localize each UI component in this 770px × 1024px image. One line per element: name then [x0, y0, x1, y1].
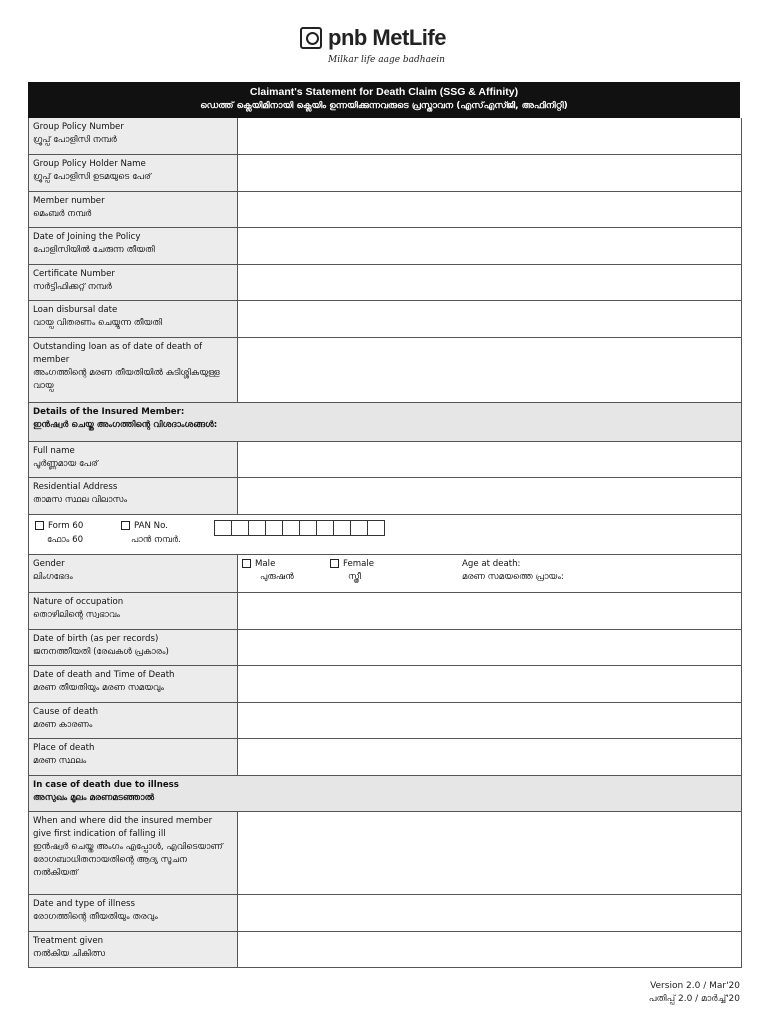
- form60-option[interactable]: Form 60 ഫോം 60: [35, 519, 121, 547]
- field-label: Member number മെംബർ നമ്പർ: [29, 192, 238, 227]
- brand-name: pnb MetLife: [328, 25, 446, 50]
- field-member-number: [29, 192, 741, 228]
- loan-disbursal-date-input[interactable]: [238, 301, 741, 337]
- field-outstanding-loan: [29, 338, 741, 403]
- pan-number-boxes[interactable]: [215, 520, 385, 536]
- version-en: Version 2.0 / Mar'20: [650, 981, 740, 991]
- pan-digit-box[interactable]: [350, 520, 368, 536]
- section-illness: In case of death due to illness അസുഖം മൂലം മരണമടഞ്ഞാൽ: [29, 776, 741, 812]
- field-label: Group Policy Holder Name ഗ്രൂപ്പ് പോളിസി ഉടമയുടെ പേര്: [29, 155, 238, 191]
- group-policy-holder-input[interactable]: [238, 155, 741, 191]
- field-loan-disbursal-date: [29, 301, 741, 338]
- pan-digit-box[interactable]: [316, 520, 334, 536]
- treatment-given-input[interactable]: [238, 932, 741, 967]
- brand-tagline: Milkar life aage badhaein: [328, 55, 445, 65]
- pan-digit-box[interactable]: [333, 520, 351, 536]
- field-date-of-birth: [29, 630, 741, 666]
- first-indication-input[interactable]: [238, 812, 741, 894]
- field-label: Date of Joining the Policy പോളിസിയിൽ ചേരുന്ന തീയതി: [29, 228, 238, 264]
- gender-female-option[interactable]: Female സ്ത്രീ: [330, 558, 418, 589]
- pan-option[interactable]: PAN No. പാൻ നമ്പർ.: [121, 519, 205, 547]
- field-label: Group Policy Number ഗ്രൂപ്പ് പോളിസി നമ്പർ: [29, 118, 238, 154]
- field-label: Outstanding loan as of date of death of member അംഗത്തിന്റെ മരണ തീയതിയിൽ കുടിശ്ശികയുള്ള വായ്പ: [29, 338, 238, 402]
- field-label: Date of death and Time of Death മരണ തീയതിയും മരണ സമയവും: [29, 666, 238, 702]
- field-label: Certificate Number സർട്ടിഫിക്കറ്റ് നമ്പർ: [29, 265, 238, 300]
- section-insured-member: Details of the Insured Member: ഇൻഷ്വർ ചെയ്ത അംഗത്തിന്റെ വിശദാംശങ്ങൾ:: [29, 403, 741, 442]
- gender-male-option[interactable]: Male പുരുഷൻ: [242, 558, 330, 589]
- form-subtitle: ഡെത്ത് ക്ലെയിമിനായി ക്ലെയിം ഉന്നയിക്കുന്നവരുടെ പ്രസ്താവന (എസ്എസ്ജി, അഫിനിറ്റി): [200, 101, 568, 111]
- field-group-policy-number: [29, 118, 741, 155]
- field-gender: [29, 555, 741, 593]
- female-checkbox[interactable]: [330, 559, 339, 568]
- pan-checkbox[interactable]: [121, 521, 130, 530]
- pan-digit-box[interactable]: [248, 520, 266, 536]
- brand-logo: [300, 25, 470, 75]
- field-full-name: [29, 442, 741, 478]
- field-label: When and where did the insured member give first indication of falling ill ഇൻഷ്വർ ചെയ്ത അംഗം എപ്പോൾ, എവിടെയാണ് രോഗബാധിതനായതിന്റെ ആദ്യ സൂചന നൽകിയത്: [29, 812, 238, 894]
- pan-digit-box[interactable]: [282, 520, 300, 536]
- pan-digit-box[interactable]: [231, 520, 249, 536]
- pan-digit-box[interactable]: [214, 520, 232, 536]
- form60-checkbox[interactable]: [35, 521, 44, 530]
- field-date-time-of-death: [29, 666, 741, 703]
- field-label: Date and type of illness രോഗത്തിന്റെ തീയതിയും തരവും: [29, 895, 238, 931]
- cause-of-death-input[interactable]: [238, 703, 741, 738]
- occupation-input[interactable]: [238, 593, 741, 629]
- field-date-of-joining: [29, 228, 741, 265]
- field-certificate-number: [29, 265, 741, 301]
- date-of-joining-input[interactable]: [238, 228, 741, 264]
- residential-address-input[interactable]: [238, 478, 741, 514]
- field-occupation: [29, 593, 741, 630]
- field-label: Loan disbursal date വായ്പ വിതരണം ചെയ്യുന്ന തീയതി: [29, 301, 238, 337]
- field-label: Treatment given നൽകിയ ചികിത്സ: [29, 932, 238, 967]
- date-of-birth-input[interactable]: [238, 630, 741, 665]
- claim-form: [28, 118, 742, 968]
- form-title: Claimant's Statement for Death Claim (SSG & Affinity): [249, 86, 519, 98]
- pan-digit-box[interactable]: [299, 520, 317, 536]
- field-label: Full name പൂർണ്ണമായ പേര്: [29, 442, 238, 477]
- date-time-of-death-input[interactable]: [238, 666, 741, 702]
- field-id-document: [29, 515, 741, 555]
- field-first-indication: [29, 812, 741, 895]
- illness-date-type-input[interactable]: [238, 895, 741, 931]
- form-header: [28, 82, 740, 118]
- field-treatment-given: [29, 932, 741, 968]
- male-checkbox[interactable]: [242, 559, 251, 568]
- field-cause-of-death: [29, 703, 741, 739]
- version-footer: [649, 980, 740, 1006]
- full-name-input[interactable]: [238, 442, 741, 477]
- group-policy-number-input[interactable]: [238, 118, 741, 154]
- place-of-death-input[interactable]: [238, 739, 741, 775]
- field-label: Nature of occupation തൊഴിലിന്റെ സ്വഭാവം: [29, 593, 238, 629]
- field-residential-address: [29, 478, 741, 515]
- field-group-policy-holder: [29, 155, 741, 192]
- field-label: Residential Address താമസ സ്ഥല വിലാസം: [29, 478, 238, 514]
- field-label: Place of death മരണ സ്ഥലം: [29, 739, 238, 775]
- metlife-logo-icon: [300, 27, 322, 49]
- certificate-number-input[interactable]: [238, 265, 741, 300]
- pan-digit-box[interactable]: [265, 520, 283, 536]
- field-label: Cause of death മരണ കാരണം: [29, 703, 238, 738]
- age-at-death-field[interactable]: Age at death: മരണ സമയത്തെ പ്രായം:: [462, 559, 564, 582]
- outstanding-loan-input[interactable]: [238, 338, 741, 402]
- field-illness-date-type: [29, 895, 741, 932]
- field-label: Date of birth (as per records) ജനനത്തീയതി (രേഖകൾ പ്രകാരം): [29, 630, 238, 665]
- field-place-of-death: [29, 739, 741, 776]
- member-number-input[interactable]: [238, 192, 741, 227]
- version-ml: പതിപ്പ് 2.0 / മാർച്ച്'20: [648, 994, 740, 1004]
- pan-digit-box[interactable]: [367, 520, 385, 536]
- field-label: Gender ലിംഗഭേദം: [29, 555, 238, 592]
